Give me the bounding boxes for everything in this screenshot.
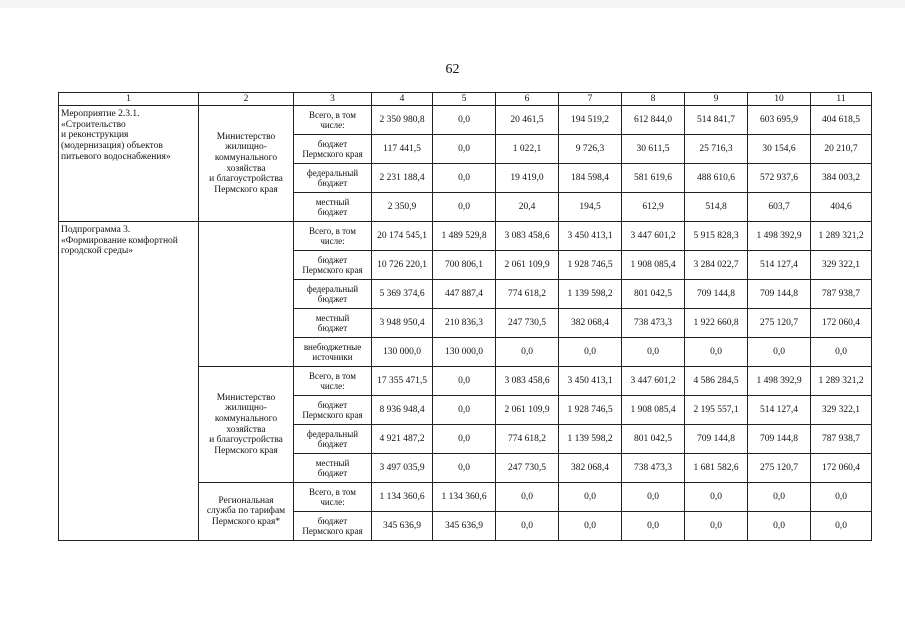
amount-cell: 581 619,6 [622, 164, 685, 193]
amount-cell: 384 003,2 [811, 164, 872, 193]
amount-cell: 1 134 360,6 [433, 483, 496, 512]
amount-cell: 3 450 413,1 [559, 367, 622, 396]
header-row [59, 93, 872, 106]
amount-cell: 1 928 746,5 [559, 251, 622, 280]
funding-source: местный бюджет [294, 454, 372, 483]
funding-source: федеральный бюджет [294, 425, 372, 454]
column-number: 9 [685, 93, 748, 106]
table-row [59, 106, 872, 135]
amount-cell: 447 887,4 [433, 280, 496, 309]
amount-cell: 3 948 950,4 [372, 309, 433, 338]
amount-cell: 801 042,5 [622, 425, 685, 454]
amount-cell: 2 231 188,4 [372, 164, 433, 193]
amount-cell: 117 441,5 [372, 135, 433, 164]
amount-cell: 8 936 948,4 [372, 396, 433, 425]
column-number: 6 [496, 93, 559, 106]
amount-cell: 5 369 374,6 [372, 280, 433, 309]
amount-cell: 1 134 360,6 [372, 483, 433, 512]
amount-cell: 1 139 598,2 [559, 425, 622, 454]
amount-cell: 514 127,4 [748, 396, 811, 425]
amount-cell: 0,0 [433, 193, 496, 222]
amount-cell: 0,0 [748, 338, 811, 367]
amount-cell: 0,0 [559, 338, 622, 367]
column-number: 8 [622, 93, 685, 106]
amount-cell: 0,0 [433, 454, 496, 483]
amount-cell: 404 618,5 [811, 106, 872, 135]
amount-cell: 0,0 [433, 425, 496, 454]
column-number: 3 [294, 93, 372, 106]
funding-source: федеральный бюджет [294, 164, 372, 193]
amount-cell: 0,0 [811, 483, 872, 512]
amount-cell: 2 350,9 [372, 193, 433, 222]
amount-cell: 612 844,0 [622, 106, 685, 135]
amount-cell: 329 322,1 [811, 251, 872, 280]
amount-cell: 1 022,1 [496, 135, 559, 164]
amount-cell: 382 068,4 [559, 454, 622, 483]
amount-cell: 3 497 035,9 [372, 454, 433, 483]
amount-cell: 30 154,6 [748, 135, 811, 164]
executor-name: Министерство жилищно- коммунального хозяйства и благоустройства Пермского края [199, 106, 294, 222]
amount-cell: 194,5 [559, 193, 622, 222]
amount-cell: 0,0 [748, 483, 811, 512]
amount-cell: 20 174 545,1 [372, 222, 433, 251]
amount-cell: 30 611,5 [622, 135, 685, 164]
amount-cell: 709 144,8 [748, 280, 811, 309]
funding-source: местный бюджет [294, 193, 372, 222]
amount-cell: 0,0 [433, 106, 496, 135]
amount-cell: 345 636,9 [372, 512, 433, 541]
amount-cell: 184 598,4 [559, 164, 622, 193]
amount-cell: 0,0 [433, 396, 496, 425]
amount-cell: 1 289 321,2 [811, 222, 872, 251]
amount-cell: 700 806,1 [433, 251, 496, 280]
amount-cell: 0,0 [622, 483, 685, 512]
amount-cell: 10 726 220,1 [372, 251, 433, 280]
funding-source: Всего, в том числе: [294, 367, 372, 396]
amount-cell: 25 716,3 [685, 135, 748, 164]
amount-cell: 20,4 [496, 193, 559, 222]
column-number: 11 [811, 93, 872, 106]
funding-source: местный бюджет [294, 309, 372, 338]
amount-cell: 0,0 [748, 512, 811, 541]
amount-cell: 4 921 487,2 [372, 425, 433, 454]
amount-cell: 0,0 [685, 512, 748, 541]
amount-cell: 774 618,2 [496, 425, 559, 454]
amount-cell: 0,0 [622, 512, 685, 541]
amount-cell: 709 144,8 [748, 425, 811, 454]
amount-cell: 247 730,5 [496, 454, 559, 483]
amount-cell: 194 519,2 [559, 106, 622, 135]
amount-cell: 2 061 109,9 [496, 396, 559, 425]
amount-cell: 488 610,6 [685, 164, 748, 193]
amount-cell: 1 928 746,5 [559, 396, 622, 425]
amount-cell: 345 636,9 [433, 512, 496, 541]
amount-cell: 0,0 [433, 164, 496, 193]
amount-cell: 275 120,7 [748, 309, 811, 338]
amount-cell: 709 144,8 [685, 280, 748, 309]
amount-cell: 210 836,3 [433, 309, 496, 338]
amount-cell: 3 450 413,1 [559, 222, 622, 251]
amount-cell: 0,0 [433, 135, 496, 164]
column-number: 7 [559, 93, 622, 106]
amount-cell: 0,0 [559, 483, 622, 512]
amount-cell: 172 060,4 [811, 454, 872, 483]
amount-cell: 603 695,9 [748, 106, 811, 135]
table-body [59, 93, 872, 541]
amount-cell: 0,0 [433, 367, 496, 396]
executor-name: Региональная служба по тарифам Пермского края* [199, 483, 294, 541]
funding-source: бюджет Пермского края [294, 396, 372, 425]
funding-source: бюджет Пермского края [294, 251, 372, 280]
amount-cell: 9 726,3 [559, 135, 622, 164]
column-number: 5 [433, 93, 496, 106]
funding-source: Всего, в том числе: [294, 222, 372, 251]
amount-cell: 1 289 321,2 [811, 367, 872, 396]
amount-cell: 1 908 085,4 [622, 396, 685, 425]
amount-cell: 4 586 284,5 [685, 367, 748, 396]
amount-cell: 329 322,1 [811, 396, 872, 425]
funding-source: бюджет Пермского края [294, 512, 372, 541]
funding-source: внебюджетные источники [294, 338, 372, 367]
page-top-edge [0, 0, 905, 8]
amount-cell: 19 419,0 [496, 164, 559, 193]
amount-cell: 709 144,8 [685, 425, 748, 454]
amount-cell: 3 447 601,2 [622, 367, 685, 396]
amount-cell: 603,7 [748, 193, 811, 222]
amount-cell: 2 061 109,9 [496, 251, 559, 280]
amount-cell: 3 284 022,7 [685, 251, 748, 280]
amount-cell: 172 060,4 [811, 309, 872, 338]
amount-cell: 0,0 [559, 512, 622, 541]
amount-cell: 1 681 582,6 [685, 454, 748, 483]
column-number: 1 [59, 93, 199, 106]
amount-cell: 0,0 [685, 483, 748, 512]
column-number: 10 [748, 93, 811, 106]
amount-cell: 130 000,0 [372, 338, 433, 367]
funding-source: Всего, в том числе: [294, 106, 372, 135]
amount-cell: 738 473,3 [622, 309, 685, 338]
amount-cell: 787 938,7 [811, 425, 872, 454]
activity-name: Подпрограмма 3. «Формирование комфортной городской среды» [59, 222, 199, 541]
funding-source: Всего, в том числе: [294, 483, 372, 512]
amount-cell: 514,8 [685, 193, 748, 222]
amount-cell: 514 127,4 [748, 251, 811, 280]
funding-source: бюджет Пермского края [294, 135, 372, 164]
amount-cell: 738 473,3 [622, 454, 685, 483]
amount-cell: 0,0 [496, 338, 559, 367]
funding-source: федеральный бюджет [294, 280, 372, 309]
amount-cell: 0,0 [496, 483, 559, 512]
amount-cell: 3 447 601,2 [622, 222, 685, 251]
amount-cell: 1 139 598,2 [559, 280, 622, 309]
amount-cell: 1 489 529,8 [433, 222, 496, 251]
executor-name [199, 222, 294, 367]
amount-cell: 5 915 828,3 [685, 222, 748, 251]
amount-cell: 612,9 [622, 193, 685, 222]
amount-cell: 275 120,7 [748, 454, 811, 483]
amount-cell: 3 083 458,6 [496, 367, 559, 396]
amount-cell: 3 083 458,6 [496, 222, 559, 251]
column-number: 2 [199, 93, 294, 106]
amount-cell: 2 350 980,8 [372, 106, 433, 135]
amount-cell: 0,0 [811, 338, 872, 367]
budget-table [58, 92, 872, 541]
executor-name: Министерство жилищно- коммунального хозяйства и благоустройства Пермского края [199, 367, 294, 483]
amount-cell: 572 937,6 [748, 164, 811, 193]
amount-cell: 514 841,7 [685, 106, 748, 135]
column-number: 4 [372, 93, 433, 106]
amount-cell: 382 068,4 [559, 309, 622, 338]
amount-cell: 130 000,0 [433, 338, 496, 367]
amount-cell: 0,0 [685, 338, 748, 367]
amount-cell: 1 922 660,8 [685, 309, 748, 338]
amount-cell: 404,6 [811, 193, 872, 222]
amount-cell: 801 042,5 [622, 280, 685, 309]
page-number: 62 [445, 62, 460, 77]
amount-cell: 0,0 [811, 512, 872, 541]
amount-cell: 20 210,7 [811, 135, 872, 164]
amount-cell: 17 355 471,5 [372, 367, 433, 396]
amount-cell: 774 618,2 [496, 280, 559, 309]
amount-cell: 20 461,5 [496, 106, 559, 135]
table-row [59, 222, 872, 251]
amount-cell: 1 498 392,9 [748, 222, 811, 251]
amount-cell: 1 498 392,9 [748, 367, 811, 396]
amount-cell: 1 908 085,4 [622, 251, 685, 280]
amount-cell: 0,0 [622, 338, 685, 367]
amount-cell: 2 195 557,1 [685, 396, 748, 425]
activity-name: Мероприятие 2.3.1. «Строительство и реконструкция (модернизация) объектов питьевого водоснабжения» [59, 106, 199, 222]
amount-cell: 0,0 [496, 512, 559, 541]
amount-cell: 247 730,5 [496, 309, 559, 338]
amount-cell: 787 938,7 [811, 280, 872, 309]
